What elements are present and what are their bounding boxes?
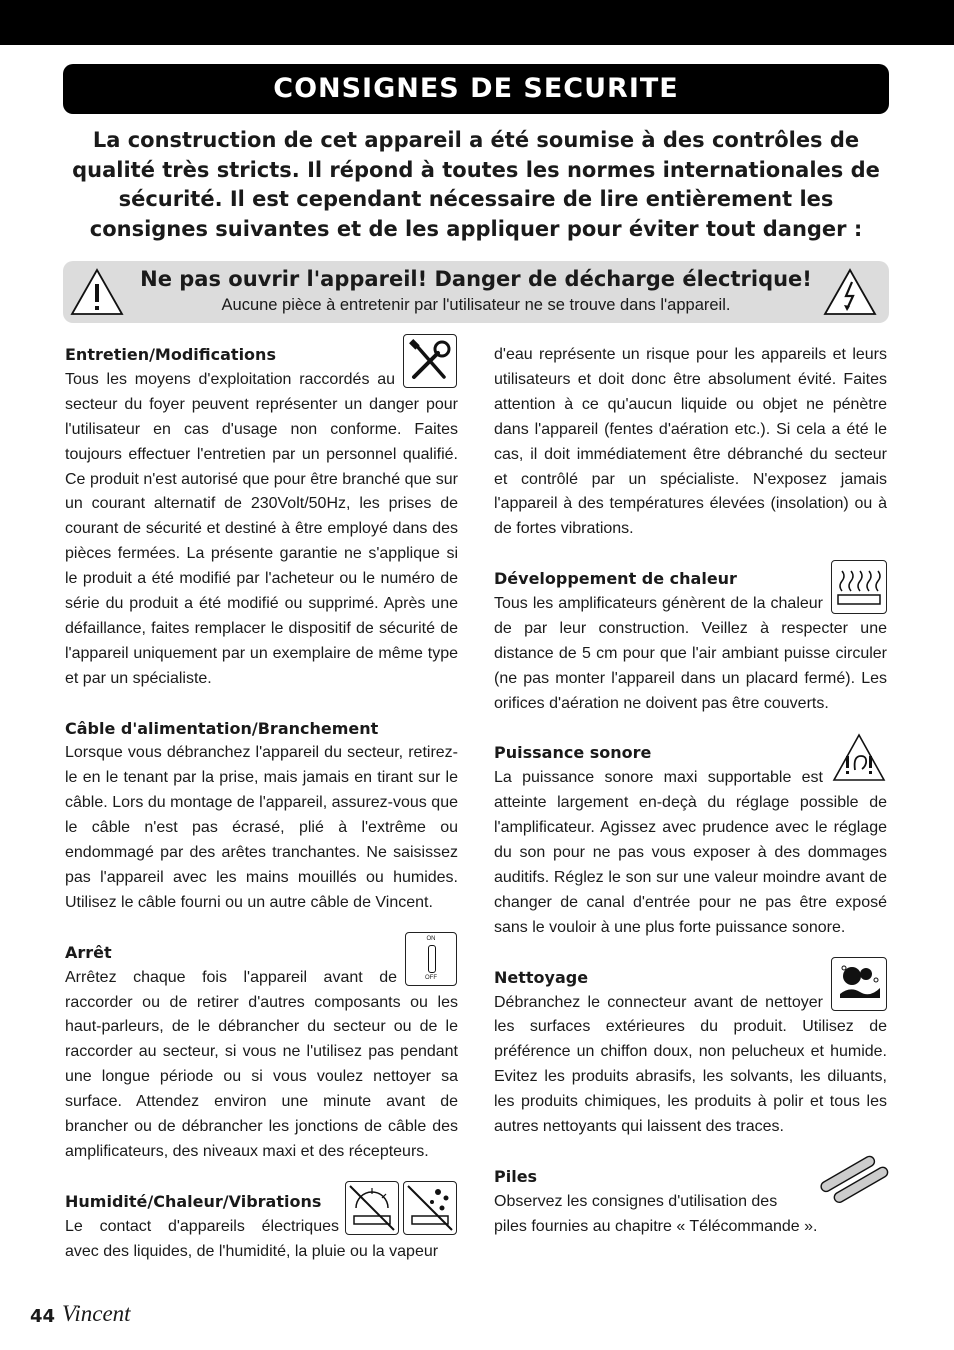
electric-shock-icon xyxy=(822,267,878,317)
heading-humidite: Humidité/Chaleur/Vibrations xyxy=(65,1191,322,1211)
heading-piles: Piles xyxy=(494,1166,538,1186)
left-column xyxy=(65,343,458,1264)
switch-on-label: ON xyxy=(426,935,436,942)
heading-nettoyage: Nettoyage xyxy=(494,967,589,987)
water-drops-icon xyxy=(403,1181,457,1235)
power-switch-icon xyxy=(405,932,457,986)
humidity-icons xyxy=(345,1181,457,1236)
right-column xyxy=(494,343,887,1240)
intro-paragraph: La construction de cet appareil a été soumise à des contrôles de qualité très stricts. Il répond à toutes les normes internationales de sécurité. Il est cependant nécessaire de lire entièrement les consignes suivantes et de les appliquer pour éviter tout danger : xyxy=(72,128,880,241)
heading-cable: Câble d'alimentation/Branchement xyxy=(65,718,379,738)
page-number: 44 xyxy=(30,1306,56,1327)
page-title: CONSIGNES DE SECURITE xyxy=(63,64,889,114)
brand-logo: Vincent xyxy=(62,1301,131,1326)
heading-arret: Arrêt xyxy=(65,942,112,962)
text-entretien: Tous les moyens d'exploitation raccordés au secteur du foyer peuvent représenter un danger pour l'utilisateur en cas d'usage non conforme. Faites toujours effectuer l'entretien par un personnel qualifié. Ce produit n'est autorisé que pour être branché que sur un courant alternatif de 230Volt/50Hz, les prises de courant de sécurité et destiné à être employé dans des pièces fermées. La présente garantie ne s'applique si le produit a été modifié par l'acheteur ou le numéro de série du produit a été modifié ou supprimé. Après une défaillance, faites remplacer le dispositif de sécurité de l'appareil uniquement par un exemplaire de même type et par un spécialiste. xyxy=(65,370,458,687)
text-nettoyage: Débranchez le connecteur avant de nettoyer les surfaces extérieures du produit. Utilisez de préférence un chiffon doux, non pelucheux et humide. Evitez les produits abrasifs, les solvants, les diluants, les produits chimiques, les produits à polir et tous les autres nettoyants qui laissent des traces. xyxy=(494,993,887,1136)
text-arret: Arrêtez chaque fois l'appareil avant de raccorder ou de retirer d'autres composants ou les haut-parleurs, de le débrancher du secteur ou de le raccorder au secteur, si vous ne l'utilisez pas pendant une longue période ou si vous voulez nettoyer sa surface. Attendez environ une minute avant de brancher ou de débrancher les jonctions de câble des amplificateurs, des niveaux maxi et des récepteurs. xyxy=(65,968,458,1160)
heading-sonore: Puissance sonore xyxy=(494,743,652,763)
switch-off-label: OFF xyxy=(425,974,437,981)
batteries-icon xyxy=(813,1153,893,1205)
sun-heat-icon xyxy=(345,1181,399,1235)
tools-icon xyxy=(403,334,457,388)
text-piles: Observez les consignes d'utilisation des piles fournies au chapitre « Télécommande ». xyxy=(494,1192,818,1235)
text-chaleur: Tous les amplificateurs génèrent de la chaleur de par leur construction. Veillez à respecter une distance de 5 cm pour que l'air ambiant puisse circuler (ne pas monter l'appareil dans un placard fermé). Les orifices d'aération ne doivent pas être couverts. xyxy=(494,595,887,712)
text-cable: Lorsque vous débranchez l'appareil du secteur, retirez-le en le tenant par la prise, mais jamais en tirant sur le câble. Lors du montage de l'appareil, assurez-vous que le câble n'est pas écrasé, plié à l'extrême ou endommagé par des arêtes tranchantes. Ne saisissez pas l'appareil avec les mains mouillés ou humides. Utilisez le câble fourni ou un autre câble de Vincent. xyxy=(65,744,458,911)
heading-entretien: Entretien/Modifications xyxy=(65,345,276,364)
text-humidite-part2: d'eau représente un risque pour les appareils et leurs utilisateurs et doit donc être absolument évité. Faites attention à ce qu'aucun liquide ou objet ne pénètre dans l'appareil (fentes d'aération etc.). Si cela a été le cas, il doit immédiatement être débranché du secteur et contrôlé par un spécialiste. N'exposez jamais l'appareil à des températures élevées (insolation) ou à de fortes vibrations. xyxy=(494,346,887,538)
warning-box xyxy=(63,261,889,323)
heat-waves-icon xyxy=(831,560,887,614)
hearing-warning-icon xyxy=(831,732,887,784)
text-sonore: La puissance sonore maxi supportable est atteinte largement en-deçà du réglage possible de l'amplificateur. Agissez avec prudence avec le réglage du son pour ne pas vous exposer à des dommages auditifs. Réglez le son sur une valeur moindre avant de changer de canal d'entrée pour ne pas être exposé sans le vouloir à une plus forte puissance sonore. xyxy=(494,769,887,936)
text-humidite-part1: Le contact d'appareils électriques avec des liquides, de l'humidité, la pluie ou la vapeur xyxy=(65,1217,439,1260)
cleaning-icon xyxy=(831,957,887,1011)
warning-title: Ne pas ouvrir l'appareil! Danger de décharge électrique! xyxy=(140,267,812,291)
top-black-bar xyxy=(0,0,954,45)
warning-subtitle: Aucune pièce à entretenir par l'utilisateur ne se trouve dans l'appareil. xyxy=(221,296,731,314)
heading-chaleur: Développement de chaleur xyxy=(494,569,737,589)
